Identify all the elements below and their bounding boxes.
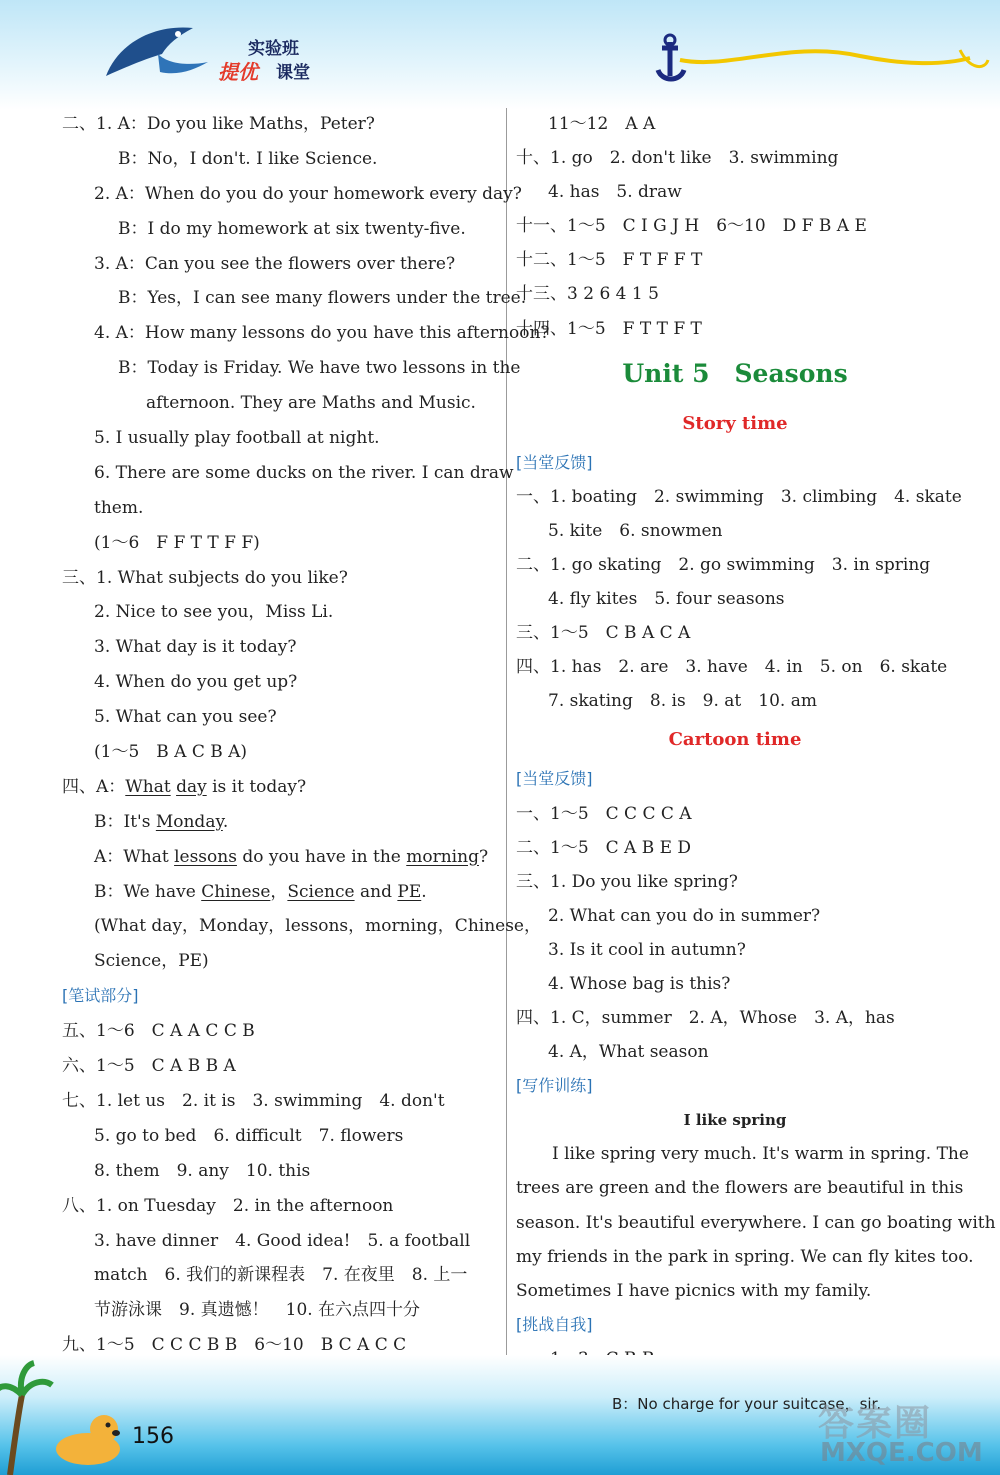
page-number: 156	[132, 1424, 174, 1449]
dialog-line: 四、A：What day is it today?	[62, 776, 307, 797]
answer-line: 节游泳课 9. 真遗憾！ 10. 在六点四十分	[94, 1300, 421, 1321]
answer-line: 4. A：How many lessons do you have this afternoon?	[94, 323, 550, 344]
dialog-line: B：We have Chinese，Science and PE.	[94, 881, 427, 902]
brand-line2b: 课堂	[276, 63, 310, 83]
answer-line: 八、1. on Tuesday 2. in the afternoon	[62, 1195, 394, 1216]
brand-line2a: 提优	[218, 60, 258, 84]
answer-line: 3. A：Can you see the flowers over there?	[94, 253, 456, 274]
left-column	[62, 107, 550, 1363]
brand-line1: 实验班	[248, 39, 299, 59]
answer-line: 3. What day is it today?	[94, 637, 297, 658]
answer-line: 2. What can you do in summer?	[548, 905, 821, 926]
essay-line: Sometimes I have picnics with my family.	[516, 1280, 872, 1301]
answer-line: afternoon. They are Maths and Music.	[146, 393, 476, 414]
watermark-url: MXQE.COM	[820, 1438, 983, 1468]
essay-line: trees are green and the flowers are beautiful in this	[516, 1178, 964, 1199]
essay-line: my friends in the park in spring. We can fly kites too.	[516, 1246, 974, 1267]
underlined-answer: What	[125, 776, 171, 797]
answer-line: 二、1. go skating 2. go swimming 3. in spring	[516, 554, 931, 575]
answer-line: 七、1. let us 2. it is 3. swimming 4. don't	[62, 1090, 445, 1111]
answer-line: 十、1. go 2. don't like 3. swimming	[516, 148, 839, 169]
answer-line: them.	[94, 497, 144, 518]
answer-line: (1～5 B A C B A)	[94, 742, 248, 763]
section-tag: [当堂反馈]	[516, 769, 593, 789]
answer-line: Science，PE)	[94, 951, 209, 972]
answer-line: match 6. 我们的新课程表 7. 在夜里 8. 上一	[94, 1265, 468, 1286]
answer-line: 5. I usually play football at night.	[94, 428, 380, 449]
essay-title: I like spring	[683, 1111, 787, 1130]
underlined-answer: lessons	[174, 846, 237, 867]
header-band	[0, 0, 1000, 110]
answer-line: 7. skating 8. is 9. at 10. am	[548, 691, 817, 712]
answer-line: 3. have dinner 4. Good idea! 5. a football	[94, 1230, 471, 1251]
answer-line: 二、1～5 C A B E D	[516, 837, 692, 858]
answer-line: B：No，I don't. I like Science.	[118, 148, 378, 169]
dolphin-logo-icon	[98, 14, 218, 86]
underlined-answer: day	[176, 776, 207, 797]
answer-line: 十二、1～5 F T F F T	[516, 250, 703, 271]
anchor-rope-icon	[640, 30, 990, 100]
answer-line: 十三、3 2 6 4 1 5	[516, 284, 659, 305]
section-tag: [当堂反馈]	[516, 452, 593, 472]
right-column	[516, 107, 996, 1376]
dialog-line: B：It's Monday.	[94, 811, 229, 832]
cartoon-time-heading: Cartoon time	[668, 729, 802, 751]
section-tag: [笔试部分]	[62, 986, 139, 1006]
brand-logo	[218, 34, 338, 82]
answer-line: 五、1～6 C A A C C B	[62, 1021, 255, 1042]
answer-line: 5. kite 6. snowmen	[548, 520, 723, 541]
answer-line: 2. Nice to see you，Miss Li.	[94, 602, 334, 623]
answer-line: 4. Whose bag is this?	[548, 973, 731, 994]
answer-line: 四、1. C，summer 2. A，Whose 3. A，has	[516, 1008, 895, 1029]
answer-line: 3. Is it cool in autumn?	[548, 939, 746, 960]
underlined-answer: morning	[406, 846, 479, 867]
underlined-answer: Monday	[155, 811, 223, 832]
answer-line: 5. go to bed 6. difficult 7. flowers	[94, 1125, 404, 1146]
answer-line: 4. When do you get up?	[94, 672, 298, 693]
answer-line: 一、1. boating 2. swimming 3. climbing 4. skate	[516, 486, 962, 507]
story-time-heading: Story time	[682, 412, 788, 434]
answer-line: 三、1～5 C B A C A	[516, 623, 691, 644]
essay-line: I like spring very much. It's warm in spring. The	[552, 1144, 969, 1165]
answer-line: 三、1. What subjects do you like?	[62, 567, 348, 588]
essay-line: season. It's beautiful everywhere. I can go boating with	[516, 1212, 996, 1233]
answer-line: B：Today is Friday. We have two lessons in the	[118, 358, 521, 379]
answer-line: 九、1～5 C C C B B 6～10 B C A C C	[62, 1335, 407, 1356]
answer-line: 十四、1～5 F T T F T	[516, 318, 702, 339]
answer-line: B：I do my homework at six twenty-five.	[118, 218, 466, 239]
underlined-answer: PE	[397, 881, 422, 902]
answer-line: 6. There are some ducks on the river. I can draw	[94, 462, 514, 483]
answer-line: 十一、1～5 C I G J H 6～10 D F B A E	[516, 216, 867, 237]
answer-line: 5. What can you see?	[94, 707, 277, 728]
answer-line: 4. fly kites 5. four seasons	[548, 589, 785, 610]
section-tag: [写作训练]	[516, 1076, 593, 1096]
answer-line: B：Yes，I can see many flowers under the tree.	[118, 288, 527, 309]
answer-line: 4. A，What season	[548, 1042, 709, 1063]
dialog-line: A：What lessons do you have in the morning?	[94, 846, 489, 867]
answer-line: 二、1. A：Do you like Maths，Peter?	[62, 114, 375, 134]
section-tag: [挑战自我]	[516, 1314, 593, 1334]
answer-line: 一、1～5 C C C C A	[516, 803, 692, 824]
underlined-answer: Chinese	[201, 881, 271, 902]
answer-line: (1～6 F F T T F F)	[94, 532, 260, 553]
answer-line: 2. A：When do you do your homework every day?	[94, 183, 522, 204]
answer-line: 三、1. Do you like spring?	[516, 871, 738, 892]
answer-line: 四、1. has 2. are 3. have 4. in 5. on 6. skate	[516, 657, 948, 678]
answer-line: (What day，Monday，lessons，morning，Chinese，	[94, 916, 541, 937]
watermark-text: 答案圈	[818, 1403, 933, 1444]
footer-note: B：No charge for your suitcase，sir.	[612, 1395, 882, 1413]
answer-line: 六、1～5 C A B B A	[62, 1056, 236, 1077]
seal-mascot-icon	[48, 1407, 128, 1471]
underlined-answer: Science	[287, 881, 355, 902]
unit-title: Unit 5 Seasons	[622, 358, 848, 388]
answer-line: 4. has 5. draw	[548, 182, 682, 203]
answer-line: 8. them 9. any 10. this	[94, 1160, 311, 1181]
answer-line: 11～12 A A	[548, 114, 656, 134]
